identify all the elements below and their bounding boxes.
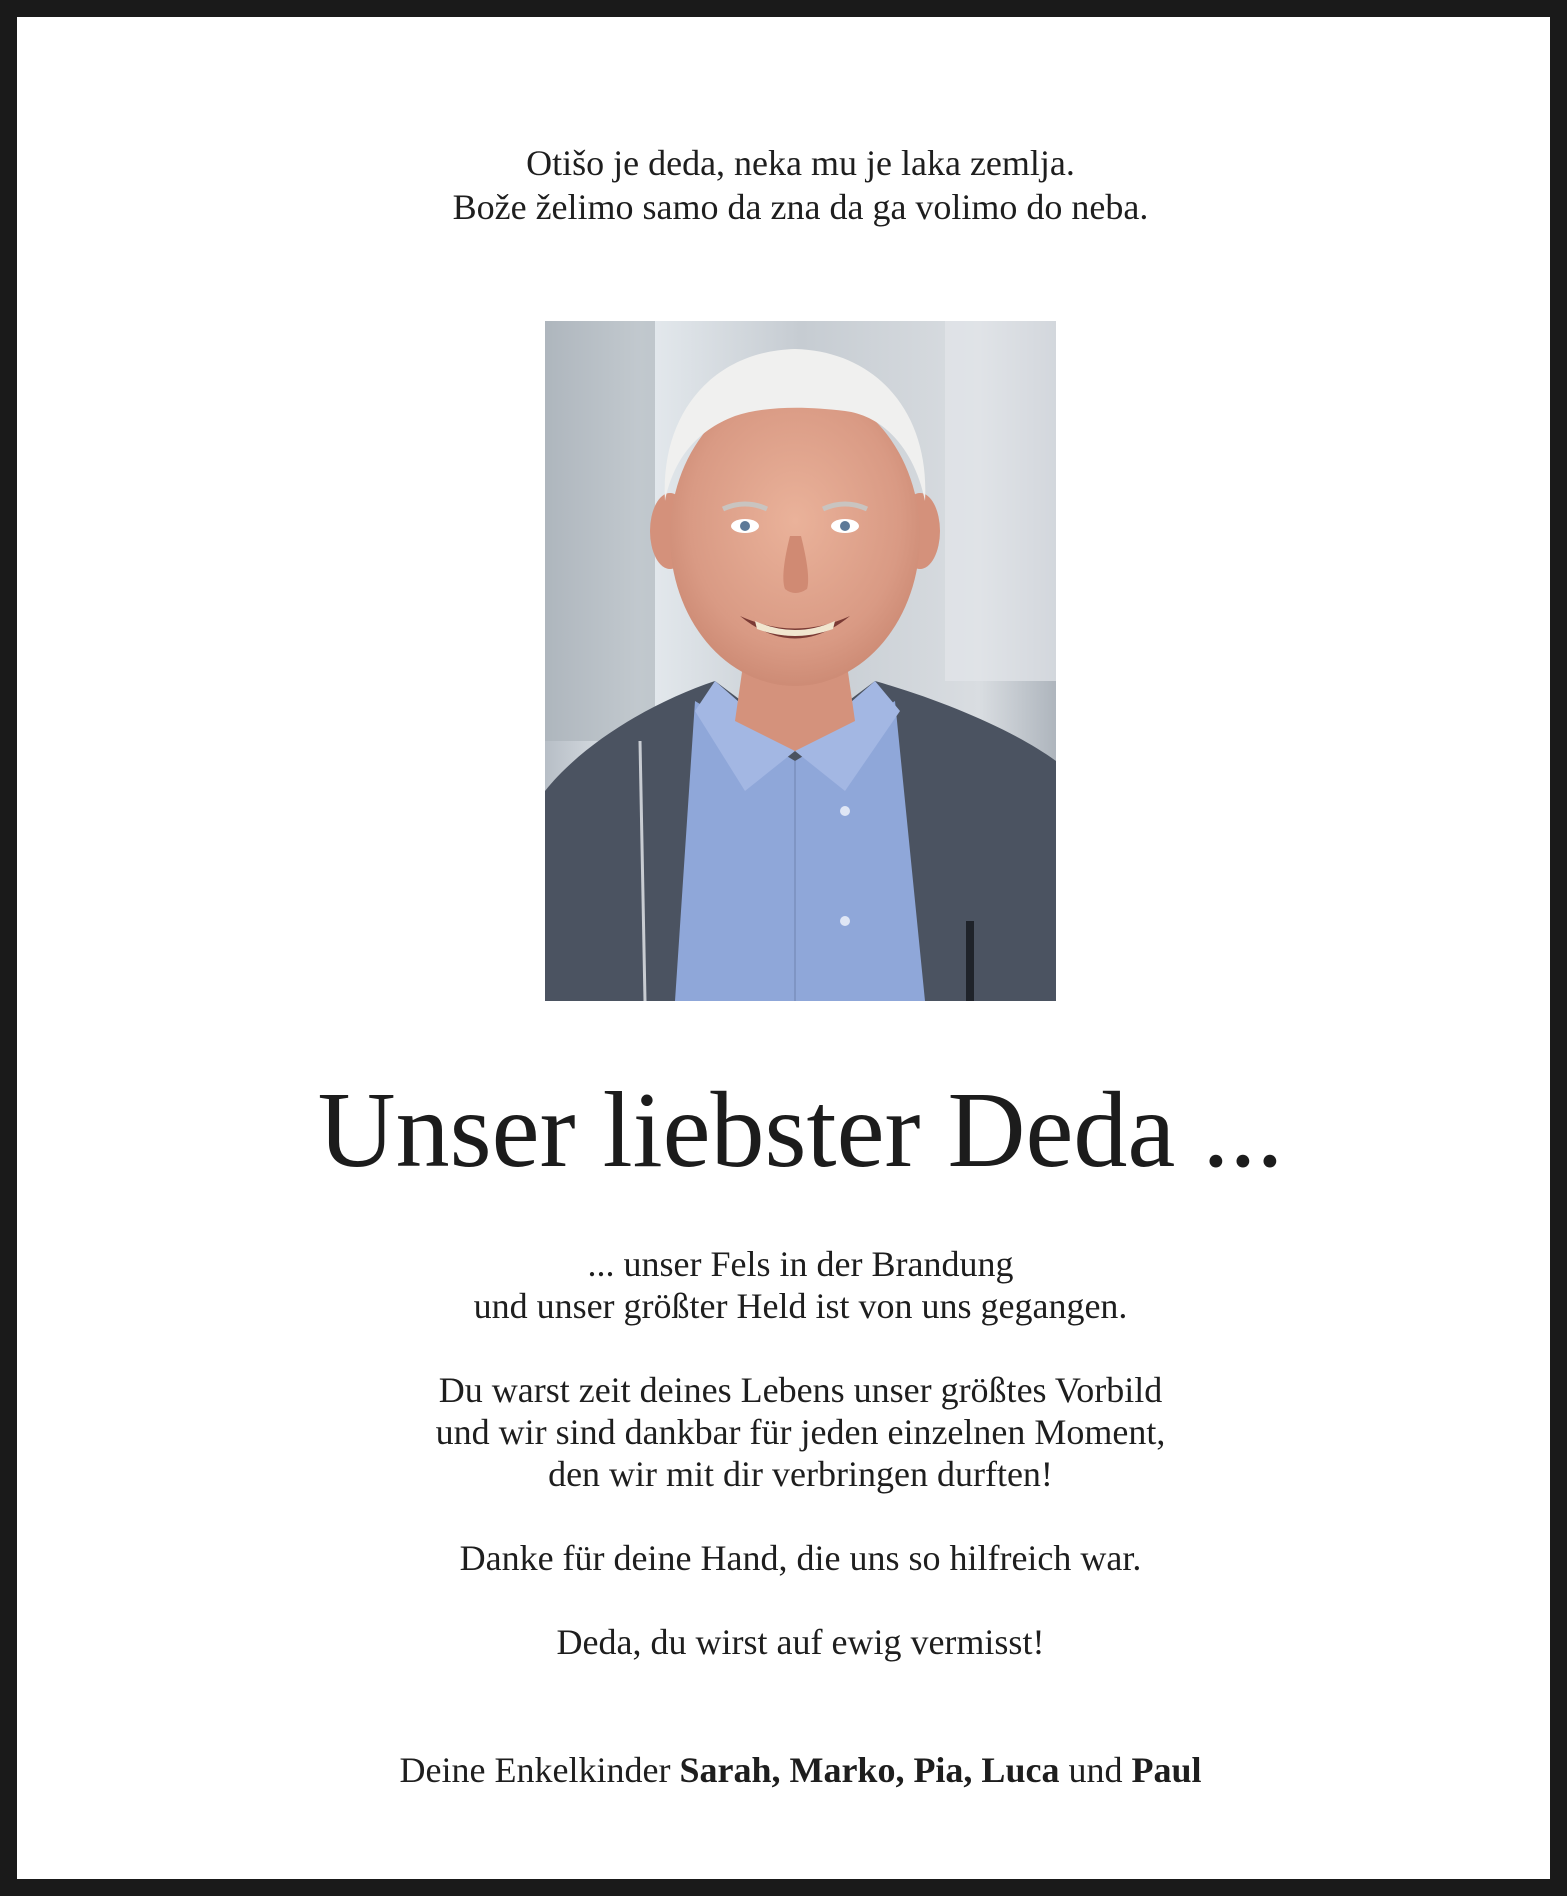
signature-and: und bbox=[1059, 1750, 1132, 1790]
verse-line-1: Otišo je deda, neka mu je laka zemlja. bbox=[526, 143, 1075, 183]
tribute-paragraph-2 bbox=[17, 1369, 1567, 1495]
portrait-illustration bbox=[545, 321, 1056, 1001]
tribute-text bbox=[17, 1243, 1567, 1705]
portrait-photo bbox=[545, 321, 1056, 1001]
signature bbox=[17, 1748, 1567, 1792]
tribute-line: Du warst zeit deines Lebens unser größtes Vorbild bbox=[438, 1370, 1163, 1410]
signature-names: Sarah, Marko, Pia, Luca bbox=[679, 1750, 1060, 1790]
tribute-paragraph-4 bbox=[17, 1621, 1567, 1663]
tribute-line: Deda, du wirst auf ewig vermisst! bbox=[556, 1622, 1045, 1662]
headline: Unser liebster Deda ... bbox=[317, 1071, 1284, 1190]
tribute-paragraph-3 bbox=[17, 1537, 1567, 1579]
verse-line-2: Bože želimo samo da zna da ga volimo do neba. bbox=[452, 187, 1149, 227]
signature-prefix: Deine Enkelkinder bbox=[399, 1750, 680, 1790]
opening-verse bbox=[17, 141, 1567, 229]
tribute-line: Danke für deine Hand, die uns so hilfreich war. bbox=[459, 1538, 1142, 1578]
tribute-line: ... unser Fels in der Brandung bbox=[587, 1244, 1014, 1284]
tribute-paragraph-1 bbox=[17, 1243, 1567, 1327]
tribute-line: den wir mit dir verbringen durften! bbox=[548, 1454, 1053, 1494]
tribute-line: und unser größter Held ist von uns gegangen. bbox=[473, 1286, 1128, 1326]
tribute-line: und wir sind dankbar für jeden einzelnen Moment, bbox=[435, 1412, 1166, 1452]
signature-last-name: Paul bbox=[1131, 1750, 1202, 1790]
